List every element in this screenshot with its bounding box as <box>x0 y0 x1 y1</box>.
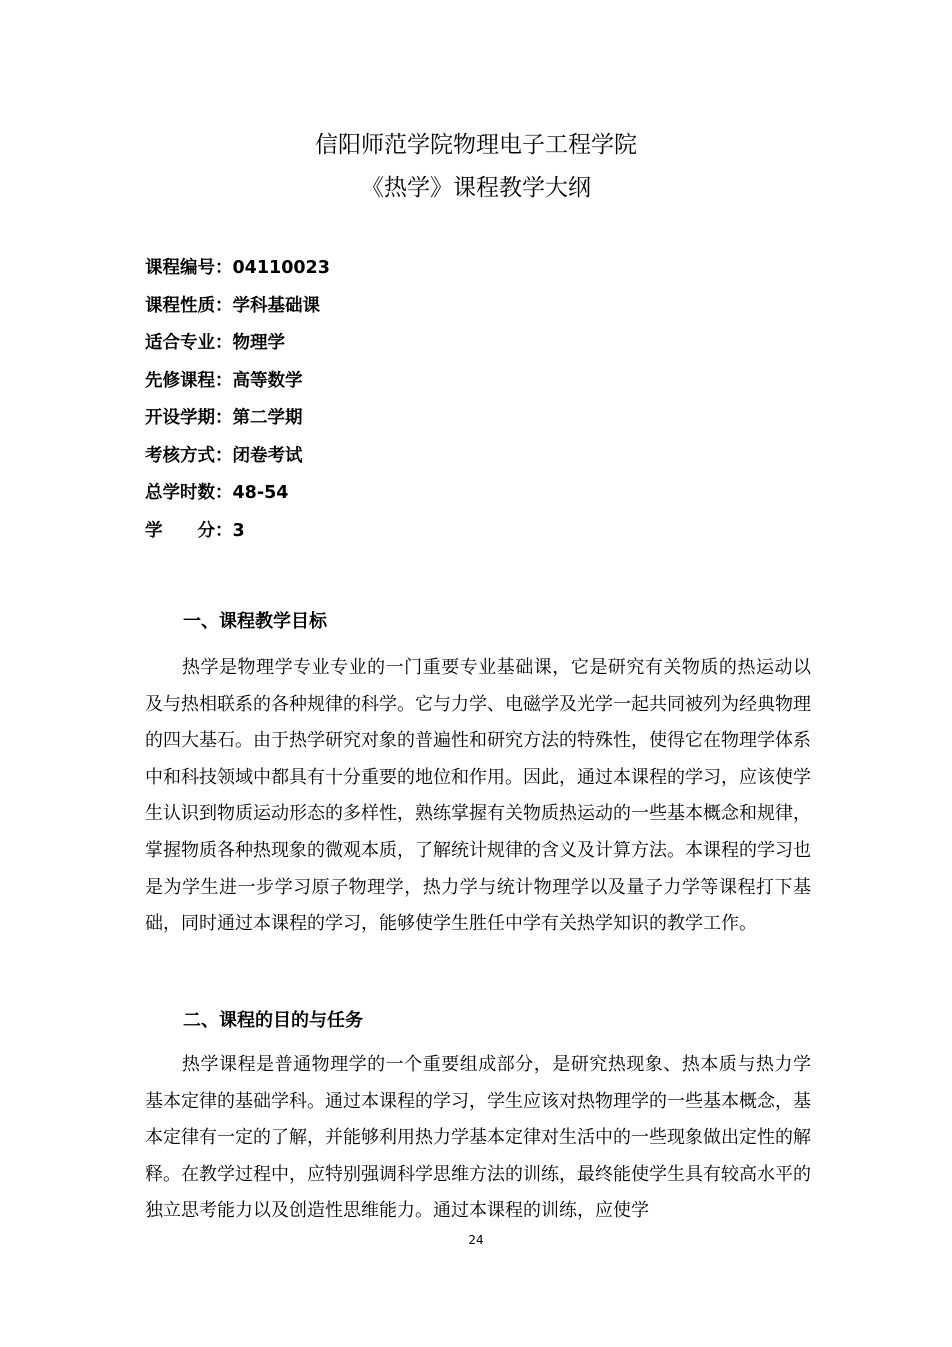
section-body-purpose: 热学课程是普通物理学的一个重要组成部分，是研究热现象、热本质与热力学基本定律的基础学科。通过本课程的学习，学生应该对热物理学的一些基本概念，基本定律有一定的了解，并能够利用热力学基本定律对生活中的一些现象做出定性的解释。在教学过程中，应特别强调科学思维方法的训练，最终能使学生具有较高水平的独立思考能力以及创造性思维能力。通过本课程的训练，应使学 <box>145 1054 811 1222</box>
semester: 开设学期：第二学期 <box>145 408 303 428</box>
section-heading-purpose: 二、课程的目的与任务 <box>183 1010 363 1031</box>
applicable-major: 适合专业：物理学 <box>145 333 285 353</box>
page-number: 24 <box>468 1233 484 1247</box>
prerequisite-course: 先修课程：高等数学 <box>145 370 303 391</box>
course-info-list <box>145 256 330 556</box>
section-heading-objectives: 一、课程教学目标 <box>183 611 327 632</box>
assessment-method: 考核方式：闭卷考试 <box>145 445 303 466</box>
institution-title: 信阳师范学院物理电子工程学院 <box>315 132 637 158</box>
syllabus-title: 《热学》课程教学大纲 <box>361 175 591 201</box>
credits: 学 分：3 <box>145 520 245 541</box>
total-hours: 总学时数：48-54 <box>145 483 289 503</box>
course-code: 课程编号：04110023 <box>145 258 330 278</box>
section-body-objectives: 热学是物理学专业专业的一门重要专业基础课，它是研究有关物质的热运动以及与热相联系的各种规律的科学。它与力学、电磁学及光学一起共同被列为经典物理的四大基石。由于热学研究对象的普遍性和研究方法的特殊性，使得它在物理学体系中和科技领域中都具有十分重要的地位和作用。因此，通过本课程的学习，应该使学生认识到物质运动形态的多样性，熟练掌握有关物质热运动的一些基本概念和规律，掌握物质各种热现象的微观本质，了解统计规律的含义及计算方法。本课程的学习也是为学生进一步学习原子物理学，热力学与统计物理学以及量子力学等课程打下基础，同时通过本课程的学习，能够使学生胜任中学有关热学知识的教学工作。 <box>145 657 811 935</box>
course-nature: 课程性质：学科基础课 <box>145 295 320 316</box>
